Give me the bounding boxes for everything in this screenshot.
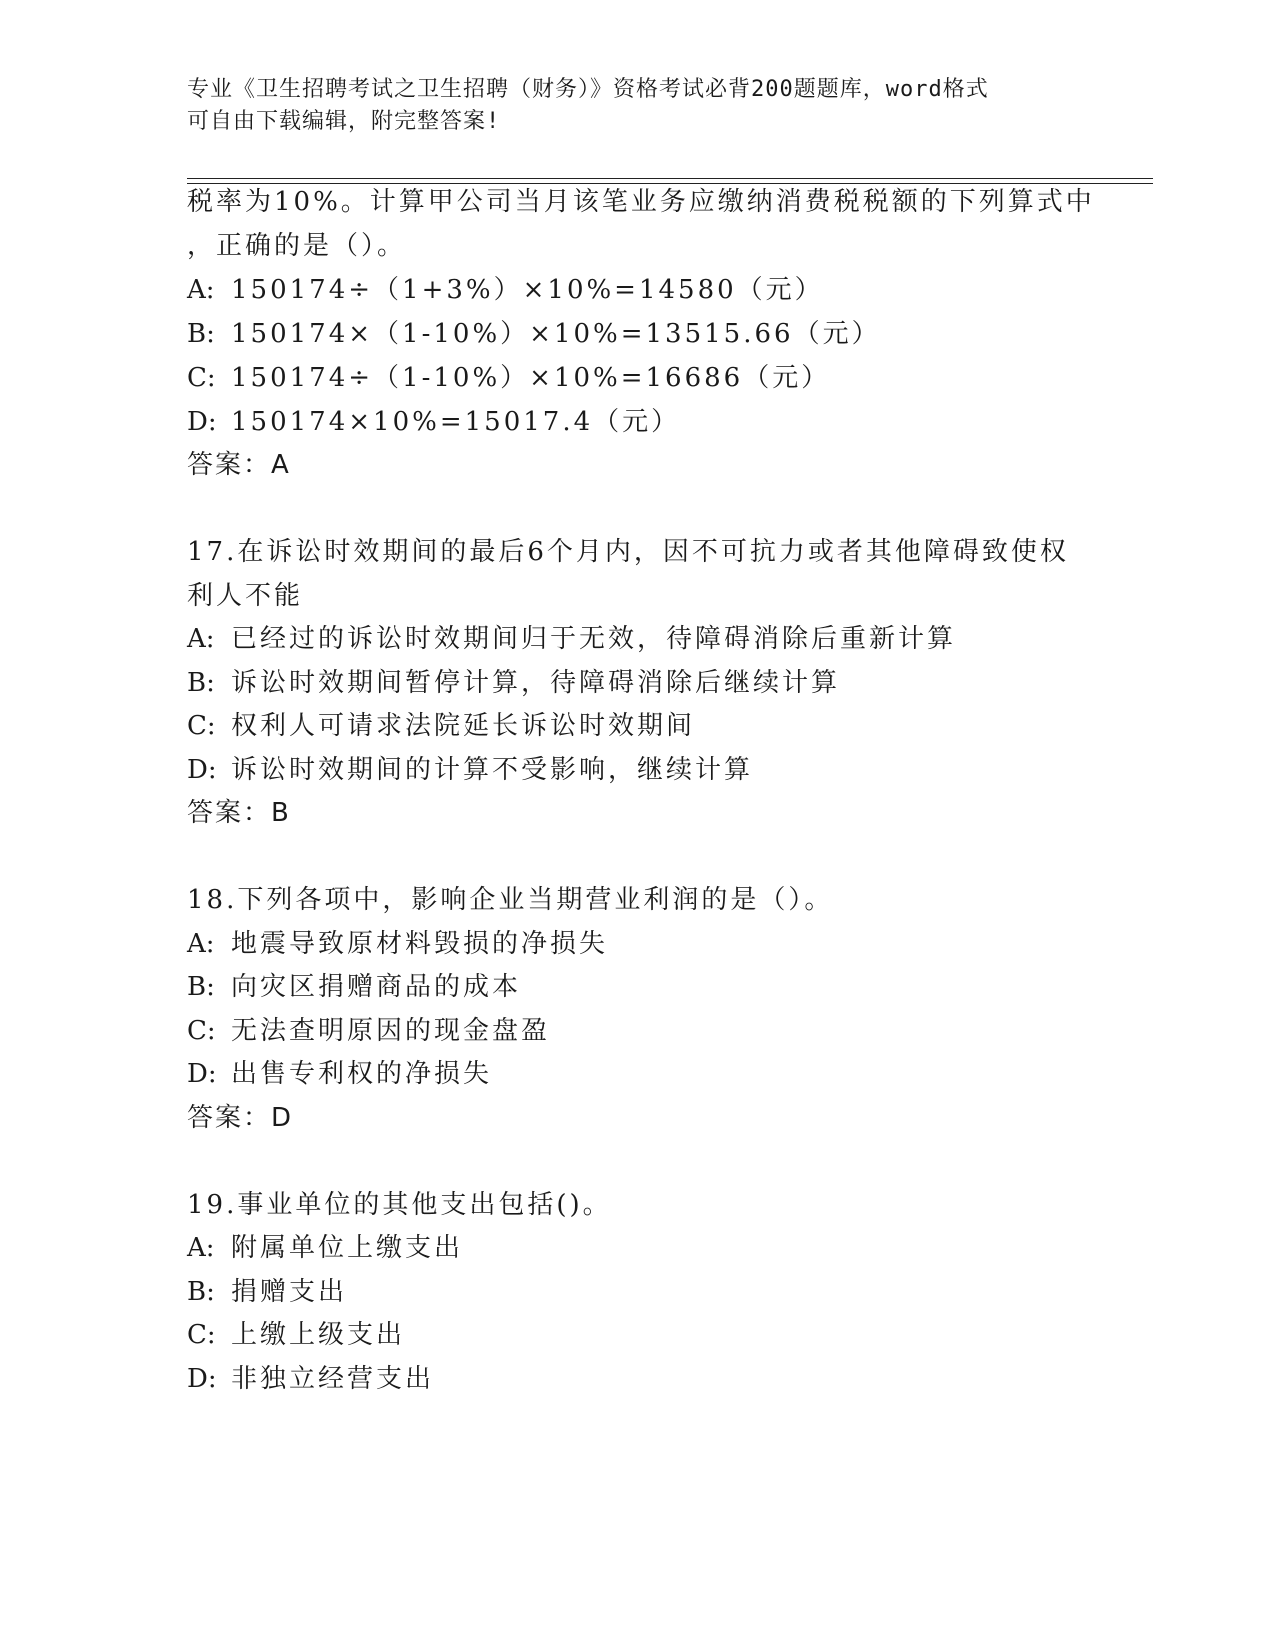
q19-option-b bbox=[187, 1277, 347, 1307]
document-header bbox=[187, 74, 1087, 138]
q17-option-a bbox=[187, 624, 956, 654]
option-label: B: bbox=[187, 668, 215, 698]
option-label: A: bbox=[187, 624, 215, 654]
q18-option-d bbox=[187, 1059, 492, 1089]
q18-option-a bbox=[187, 929, 608, 959]
q19-stem-line-1: 19.事业单位的其他支出包括()。 bbox=[187, 1190, 612, 1220]
q19-option-a bbox=[187, 1233, 463, 1263]
q16-answer: 答案：A bbox=[187, 450, 291, 480]
option-label: C: bbox=[187, 711, 216, 741]
option-text: 诉讼时效期间暂停计算，待障碍消除后继续计算 bbox=[231, 668, 841, 698]
option-text: 上缴上级支出 bbox=[231, 1320, 406, 1350]
q17-option-b bbox=[187, 668, 840, 698]
q17-stem-line-2: 利人不能 bbox=[187, 581, 304, 611]
option-label: B: bbox=[187, 1277, 215, 1307]
q18-stem-line-1: 18.下列各项中，影响企业当期营业利润的是（）。 bbox=[187, 885, 834, 915]
q16-option-d bbox=[187, 407, 680, 437]
option-label: A: bbox=[187, 929, 215, 959]
option-label: C: bbox=[187, 1016, 216, 1046]
q18-answer: 答案：D bbox=[187, 1103, 294, 1133]
option-text: 150174×10%=15017.4（元） bbox=[231, 407, 681, 437]
q19-option-c bbox=[187, 1320, 405, 1350]
option-text: 非独立经营支出 bbox=[231, 1364, 435, 1394]
q16-stem-line-1: 税率为10%。计算甲公司当月该笔业务应缴纳消费税税额的下列算式中 bbox=[187, 187, 1095, 217]
option-text: 地震导致原材料毁损的净损失 bbox=[231, 929, 609, 959]
q16-stem-line-2: ，正确的是（）。 bbox=[187, 231, 407, 261]
q19-option-d bbox=[187, 1364, 434, 1394]
q17-option-c bbox=[187, 711, 695, 741]
option-text: 150174÷（1-10%）×10%=16686（元） bbox=[231, 363, 831, 393]
option-label: C: bbox=[187, 363, 216, 393]
q18-option-b bbox=[187, 972, 521, 1002]
header-title-line-1: 专业《卫生招聘考试之卫生招聘（财务）》资格考试必背200题题库，word格式 bbox=[187, 77, 989, 102]
option-text: 捐赠支出 bbox=[231, 1277, 348, 1307]
option-label: D: bbox=[187, 1059, 217, 1089]
option-text: 已经过的诉讼时效期间归于无效，待障碍消除后重新计算 bbox=[231, 624, 957, 654]
option-text: 150174×（1-10%）×10%=13515.66（元） bbox=[231, 319, 881, 349]
option-label: A: bbox=[187, 1233, 215, 1263]
q17-answer: 答案：B bbox=[187, 798, 291, 828]
option-text: 权利人可请求法院延长诉讼时效期间 bbox=[231, 711, 696, 741]
option-label: D: bbox=[187, 755, 217, 785]
q16-option-b bbox=[187, 319, 881, 349]
option-label: D: bbox=[187, 1364, 217, 1394]
header-title-line-2: 可自由下载编辑，附完整答案! bbox=[187, 109, 501, 134]
option-label: B: bbox=[187, 972, 215, 1002]
option-label: A: bbox=[187, 275, 215, 305]
option-text: 出售专利权的净损失 bbox=[231, 1059, 493, 1089]
option-text: 诉讼时效期间的计算不受影响，继续计算 bbox=[231, 755, 754, 785]
option-label: B: bbox=[187, 319, 215, 349]
option-label: C: bbox=[187, 1320, 216, 1350]
q16-option-a bbox=[187, 275, 824, 305]
option-text: 无法查明原因的现金盘盈 bbox=[231, 1016, 551, 1046]
option-label: D: bbox=[187, 407, 217, 437]
q17-stem-line-1: 17.在诉讼时效期间的最后6个月内，因不可抗力或者其他障碍致使权 bbox=[187, 537, 1069, 567]
option-text: 150174÷（1+3%）×10%=14580（元） bbox=[231, 275, 824, 305]
header-divider-top bbox=[187, 178, 1153, 179]
q18-option-c bbox=[187, 1016, 550, 1046]
option-text: 向灾区捐赠商品的成本 bbox=[231, 972, 522, 1002]
option-text: 附属单位上缴支出 bbox=[231, 1233, 464, 1263]
q17-option-d bbox=[187, 755, 753, 785]
header-divider-bottom bbox=[187, 183, 1153, 184]
q16-option-c bbox=[187, 363, 830, 393]
